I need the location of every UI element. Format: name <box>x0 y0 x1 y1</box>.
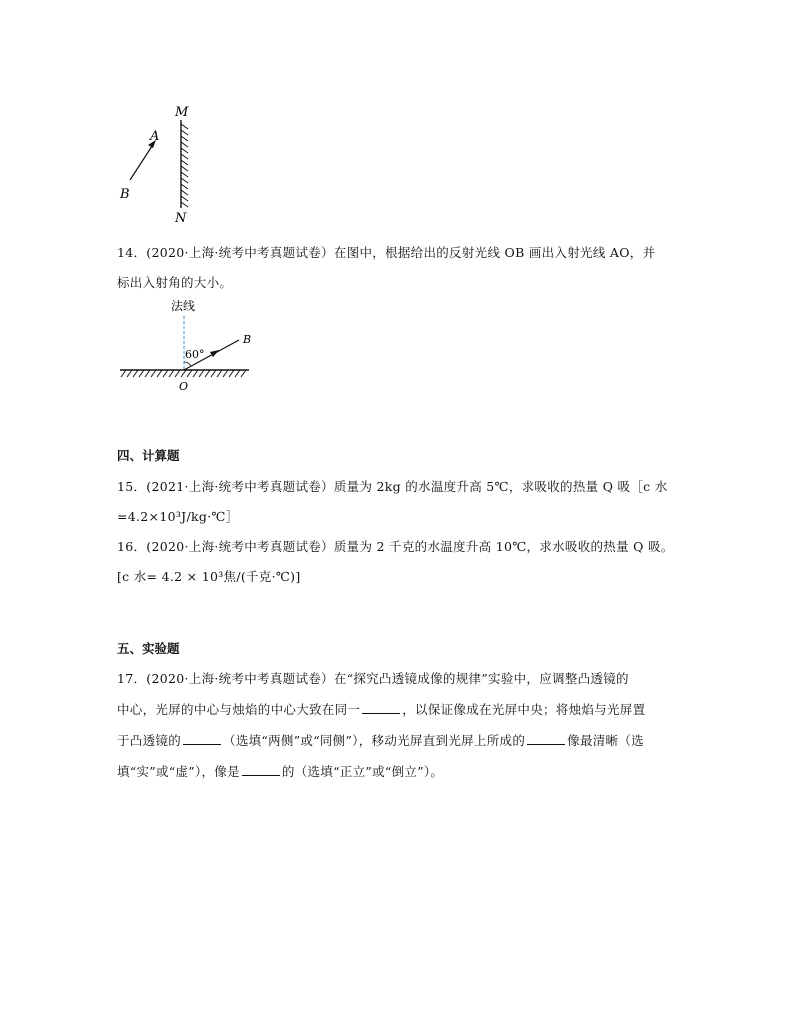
reflection-figure <box>115 296 260 396</box>
q15-line2: =4.2×10³J/kg·℃］ <box>117 509 239 524</box>
angle-arc <box>184 362 191 366</box>
section-heading-experiment: 五、实验题 <box>117 641 180 656</box>
q17-text: 于凸透镜的 <box>117 733 182 748</box>
q15-line1: 15．(2021·上海·统考中考真题试卷）质量为 2kg 的水温度升高 5℃，求吸收的热量 Q 吸［c 水 <box>117 479 668 494</box>
point-label-b: B <box>243 333 252 346</box>
mirror-label-n: N <box>175 211 187 225</box>
angle-label: 60° <box>185 348 205 361</box>
ray-ba <box>130 143 154 180</box>
q14-line1: 14．(2020·上海·统考中考真题试卷）在图中，根据给出的反射光线 OB 画出入射光线 AO，并 <box>117 245 656 260</box>
mirror-label-m: M <box>175 105 189 120</box>
mirror-hatching <box>181 124 188 207</box>
q17-text: 填“实”或“虚”），像是 <box>117 764 240 779</box>
q17-line1: 17．(2020·上海·统考中考真题试卷）在“探究凸透镜成像的规律”实验中，应调整凸透镜的 <box>117 671 629 686</box>
q17-text: 的（选填“正立”或“倒立”）。 <box>281 764 444 779</box>
point-label-b: B <box>120 187 130 202</box>
q17-text: （选填“两侧”或“同侧”），移动光屏直到光屏上所成的 <box>223 733 526 748</box>
normal-label: 法线 <box>171 299 196 313</box>
q16-line2: [c 水= 4.2 × 10³焦/(千克·℃)] <box>117 569 301 584</box>
q17-text: 中心，光屏的中心与烛焰的中心大致在同一 <box>117 702 361 717</box>
q16-line1: 16．(2020·上海·统考中考真题试卷）质量为 2 千克的水温度升高 10℃，求水吸收的热量 Q 吸。 <box>117 539 674 554</box>
q17-line2 <box>117 700 645 718</box>
answer-blank[interactable] <box>527 734 565 745</box>
surface-hatching <box>121 370 246 377</box>
q17-line4 <box>117 762 443 780</box>
reflected-ray-arrowhead <box>210 350 219 357</box>
point-label-o: O <box>179 380 189 393</box>
q14-line2: 标出入射角的大小。 <box>117 275 233 290</box>
point-label-a: A <box>150 129 160 144</box>
answer-blank[interactable] <box>183 734 221 745</box>
answer-blank[interactable] <box>362 703 400 714</box>
section-heading-calculation: 四、计算题 <box>117 448 180 463</box>
q17-line3 <box>117 731 644 749</box>
answer-blank[interactable] <box>242 765 280 776</box>
q17-text: 像最清晰（选 <box>567 733 644 748</box>
q17-text: ，以保证像成在光屏中央；将烛焰与光屏置 <box>402 702 646 717</box>
mirror-figure <box>110 100 210 225</box>
